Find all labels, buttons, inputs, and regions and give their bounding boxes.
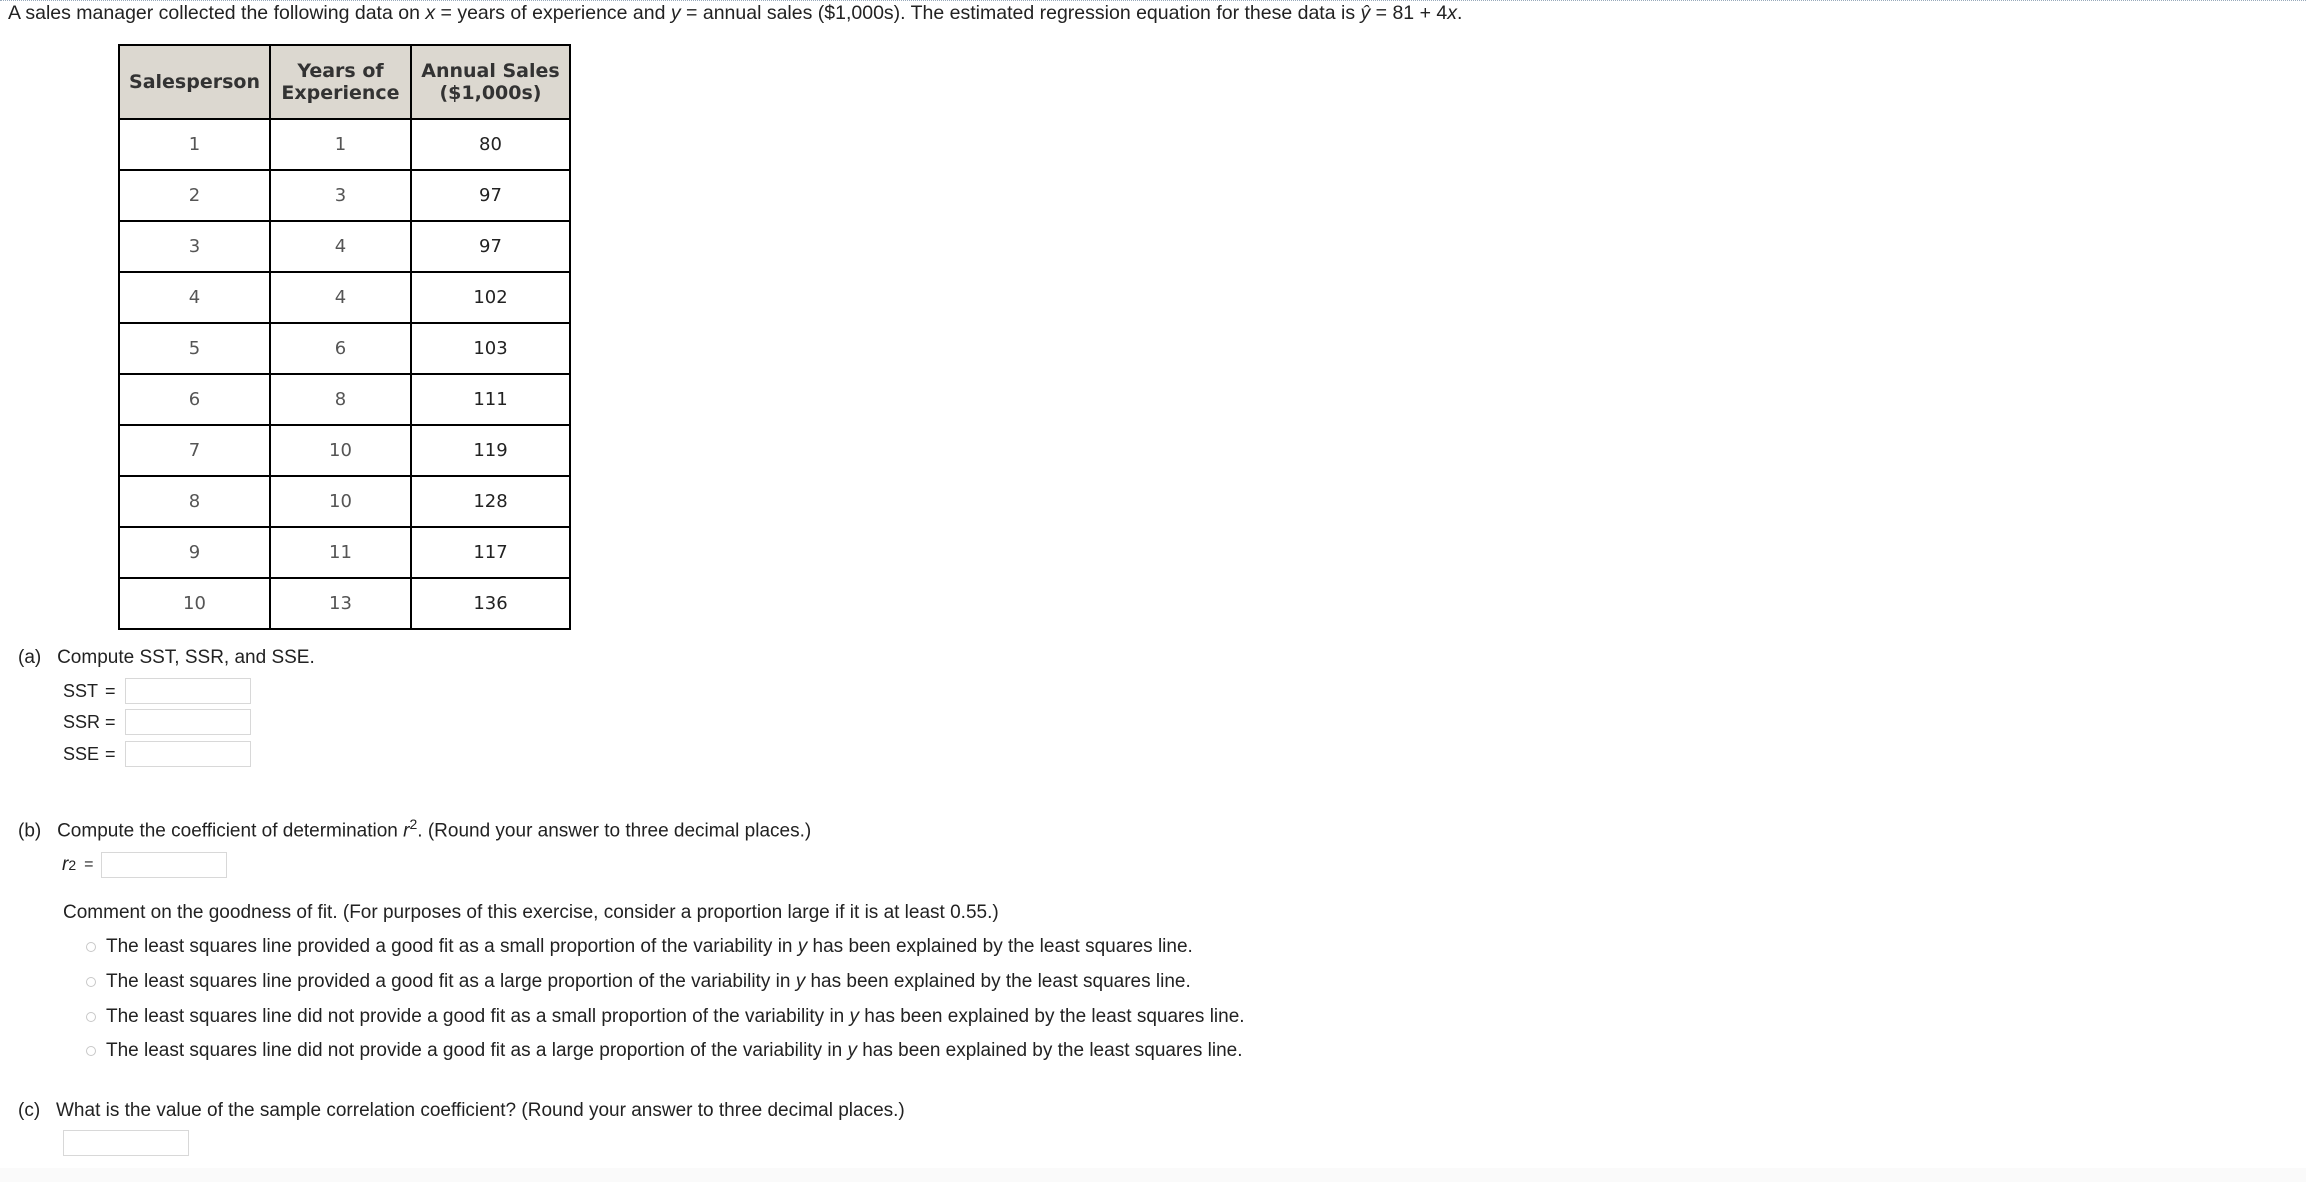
- cell-years: 1: [270, 119, 411, 170]
- cell-sales: 128: [411, 476, 570, 527]
- sst-row: SST =: [63, 678, 251, 704]
- cell-years: 13: [270, 578, 411, 629]
- problem-statement: A sales manager collected the following data on x = years of experience and y = annual sales ($1,000s). The estimated regression equation for these data is ŷ = 81 + 4x.: [8, 2, 1463, 24]
- ssr-label: SSR: [63, 711, 101, 732]
- header-salesperson: Salesperson: [119, 45, 270, 119]
- table-row: [119, 119, 570, 170]
- fit-option-2[interactable]: The least squares line provided a good fit as a large proportion of the variability in y has been explained by the least squares line.: [86, 971, 1191, 993]
- table-row: [119, 527, 570, 578]
- part-a-label: (a) Compute SST, SSR, and SSE.: [18, 647, 315, 668]
- cell-years: 4: [270, 272, 411, 323]
- cell-salesperson: 2: [119, 170, 270, 221]
- sse-input[interactable]: [125, 741, 251, 767]
- part-c-label: (c) What is the value of the sample correlation coefficient? (Round your answer to three decimal places.): [18, 1100, 905, 1121]
- table-row: [119, 221, 570, 272]
- r-squared-input[interactable]: [101, 852, 227, 878]
- table-row: [119, 374, 570, 425]
- radio-button[interactable]: [86, 977, 96, 987]
- sst-input[interactable]: [125, 678, 251, 704]
- sales-data-table: [118, 44, 571, 630]
- table-row: [119, 476, 570, 527]
- cell-years: 10: [270, 476, 411, 527]
- sse-row: SSE =: [63, 741, 251, 767]
- cell-salesperson: 8: [119, 476, 270, 527]
- cell-salesperson: 6: [119, 374, 270, 425]
- fit-option-4[interactable]: The least squares line did not provide a good fit as a large proportion of the variability in y has been explained by the least squares line.: [86, 1040, 1242, 1062]
- fit-option-1[interactable]: The least squares line provided a good fit as a small proportion of the variability in y has been explained by the least squares line.: [86, 936, 1193, 958]
- cell-years: 3: [270, 170, 411, 221]
- table-row: [119, 272, 570, 323]
- top-divider: [0, 0, 2306, 1]
- cell-salesperson: 4: [119, 272, 270, 323]
- table-header-row: [119, 45, 570, 119]
- cell-years: 11: [270, 527, 411, 578]
- header-annual-sales: Annual Sales ($1,000s): [411, 45, 570, 119]
- page-bottom-shade: [0, 1168, 2306, 1182]
- sse-label: SSE: [63, 743, 100, 764]
- radio-button[interactable]: [86, 942, 96, 952]
- cell-sales: 136: [411, 578, 570, 629]
- cell-years: 8: [270, 374, 411, 425]
- goodness-of-fit-prompt: Comment on the goodness of fit. (For purposes of this exercise, consider a proportion large if it is at least 0.55.): [63, 902, 999, 923]
- part-b-label: (b) Compute the coefficient of determination $r^2$. (Round your answer to three decimal places.): [18, 816, 812, 842]
- table-row: [119, 170, 570, 221]
- cell-salesperson: 7: [119, 425, 270, 476]
- ssr-row: SSR =: [63, 709, 251, 735]
- cell-sales: 111: [411, 374, 570, 425]
- cell-sales: 119: [411, 425, 570, 476]
- cell-salesperson: 10: [119, 578, 270, 629]
- cell-sales: 103: [411, 323, 570, 374]
- cell-salesperson: 9: [119, 527, 270, 578]
- fit-option-3[interactable]: The least squares line did not provide a good fit as a small proportion of the variability in y has been explained by the least squares line.: [86, 1006, 1245, 1028]
- table-row: [119, 425, 570, 476]
- cell-years: 4: [270, 221, 411, 272]
- sst-label: SST: [63, 680, 99, 701]
- cell-years: 6: [270, 323, 411, 374]
- cell-sales: 97: [411, 170, 570, 221]
- r-squared-row: r 2 =: [62, 852, 227, 878]
- table-row: [119, 323, 570, 374]
- cell-salesperson: 1: [119, 119, 270, 170]
- cell-salesperson: 5: [119, 323, 270, 374]
- table-row: [119, 578, 570, 629]
- cell-sales: 97: [411, 221, 570, 272]
- cell-years: 10: [270, 425, 411, 476]
- cell-sales: 117: [411, 527, 570, 578]
- cell-sales: 102: [411, 272, 570, 323]
- cell-sales: 80: [411, 119, 570, 170]
- radio-button[interactable]: [86, 1046, 96, 1056]
- header-years-experience: Years of Experience: [270, 45, 411, 119]
- correlation-input[interactable]: [63, 1130, 189, 1156]
- ssr-input[interactable]: [125, 709, 251, 735]
- radio-button[interactable]: [86, 1012, 96, 1022]
- cell-salesperson: 3: [119, 221, 270, 272]
